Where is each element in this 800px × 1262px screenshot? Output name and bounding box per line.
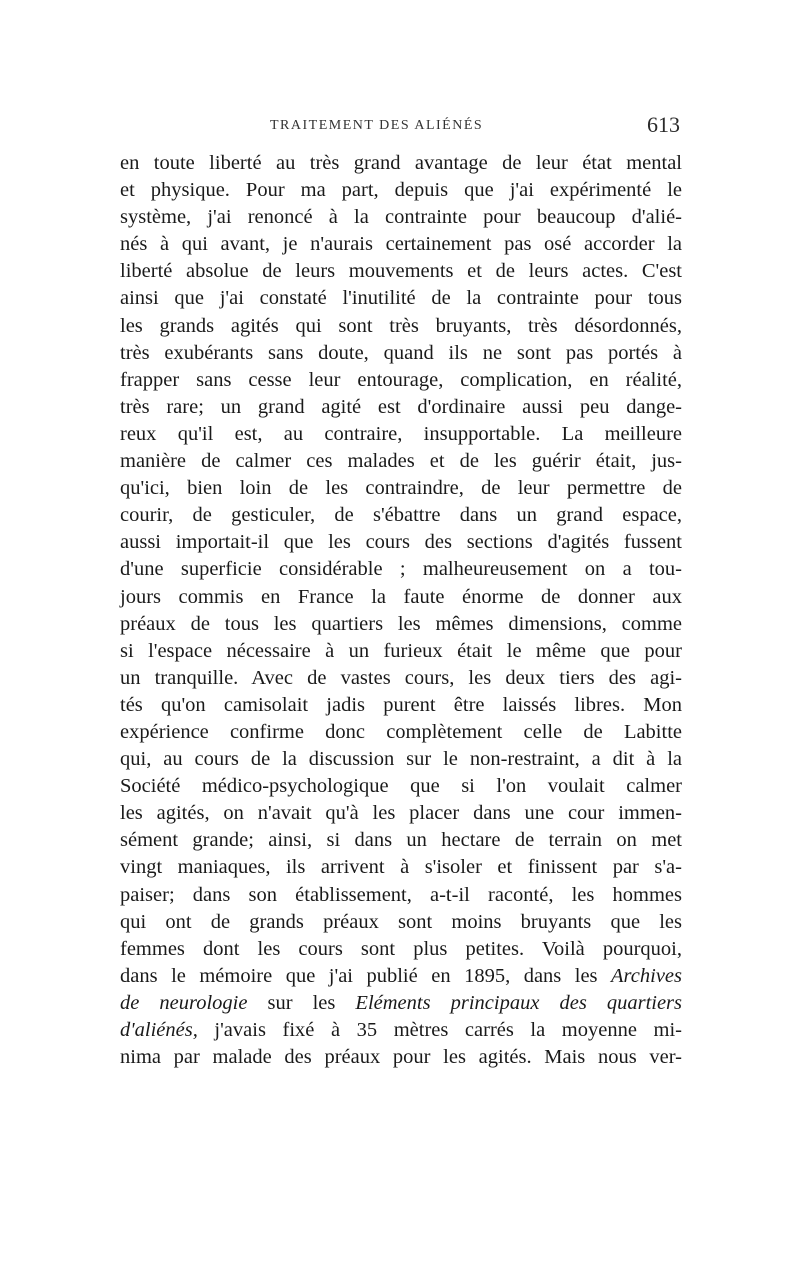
text-line: liberté absolue de leurs mouvements et de leurs actes. C'est	[120, 260, 682, 283]
text-line: aussi importait-il que les cours des sections d'agités fussent	[120, 531, 682, 554]
body-text	[120, 150, 682, 1071]
text-line: femmes dont les cours sont plus petites. Voilà pourquoi,	[120, 937, 682, 960]
italic-title: Eléments principaux des quartiers	[355, 991, 683, 1014]
text-line: courir, de gesticuler, de s'ébattre dans un grand espace,	[120, 504, 682, 527]
text-line: système, j'ai renoncé à la contrainte pour beaucoup d'alié-	[120, 206, 682, 229]
text-line: manière de calmer ces malades et de les guérir était, jus-	[120, 450, 682, 473]
text-line	[120, 1017, 682, 1044]
text-line: jours commis en France la faute énorme de donner aux	[120, 585, 682, 608]
text-line: paiser; dans son établissement, a-t-il raconté, les hommes	[120, 883, 682, 906]
text-line: les grands agités qui sont très bruyants, très désordonnés,	[120, 314, 682, 337]
running-title: TRAITEMENT DES ALIÉNÉS	[270, 118, 484, 133]
text-line: très rare; un grand agité est d'ordinaire aussi peu dange-	[120, 395, 682, 418]
text-segment: sur les	[247, 991, 356, 1014]
italic-title: d'aliénés,	[120, 1019, 198, 1041]
text-line: frapper sans cesse leur entourage, complication, en réalité,	[120, 368, 682, 391]
text-line: les agités, on n'avait qu'à les placer dans une cour immen-	[120, 802, 682, 825]
text-segment: dans le mémoire que j'ai publié en 1895, dans les	[120, 964, 612, 987]
text-line: reux qu'il est, au contraire, insupportable. La meilleure	[120, 422, 682, 445]
text-line: en toute liberté au très grand avantage de leur état mental	[120, 152, 682, 174]
text-line: qui ont de grands préaux sont moins bruyants que les	[120, 910, 682, 933]
text-line: tés qu'on camisolait jadis purent être laissés libres. Mon	[120, 693, 682, 716]
text-line: expérience confirme donc complètement celle de Labitte	[120, 720, 682, 743]
text-line: vingt maniaques, ils arrivent à s'isoler et finissent par s'a-	[120, 856, 682, 879]
text-line: ainsi que j'ai constaté l'inutilité de la contrainte pour tous	[120, 287, 682, 310]
text-line: nima par malade des préaux pour les agités. Mais nous ver-	[120, 1046, 682, 1069]
text-line: préaux de tous les quartiers les mêmes dimensions, comme	[120, 612, 682, 635]
text-line: très exubérants sans doute, quand ils ne sont pas portés à	[120, 341, 682, 364]
text-line: Société médico-psychologique que si l'on voulait calmer	[120, 775, 682, 798]
page-header	[120, 112, 680, 142]
text-line: qui, au cours de la discussion sur le non-restraint, a dit à la	[120, 748, 682, 771]
text-segment: j'avais fixé à 35 mètres carrés la moyenne mi-	[197, 1019, 682, 1041]
italic-title: Archives	[611, 964, 682, 987]
text-line	[120, 990, 682, 1017]
text-line: nés à qui avant, je n'aurais certainement pas osé accorder la	[120, 233, 682, 256]
italic-title: de neurologie	[120, 991, 248, 1014]
text-line: et physique. Pour ma part, depuis que j'ai expérimenté le	[120, 179, 682, 202]
text-line: d'une superficie considérable ; malheureusement on a tou-	[120, 558, 682, 581]
text-line: sément grande; ainsi, si dans un hectare de terrain on met	[120, 829, 682, 852]
text-line	[120, 963, 682, 990]
text-line: qu'ici, bien loin de les contraindre, de leur permettre de	[120, 477, 682, 500]
text-line: si l'espace nécessaire à un furieux était le même que pour	[120, 639, 682, 662]
page-number: 613	[647, 112, 680, 137]
text-line: un tranquille. Avec de vastes cours, les deux tiers des agi-	[120, 666, 682, 689]
